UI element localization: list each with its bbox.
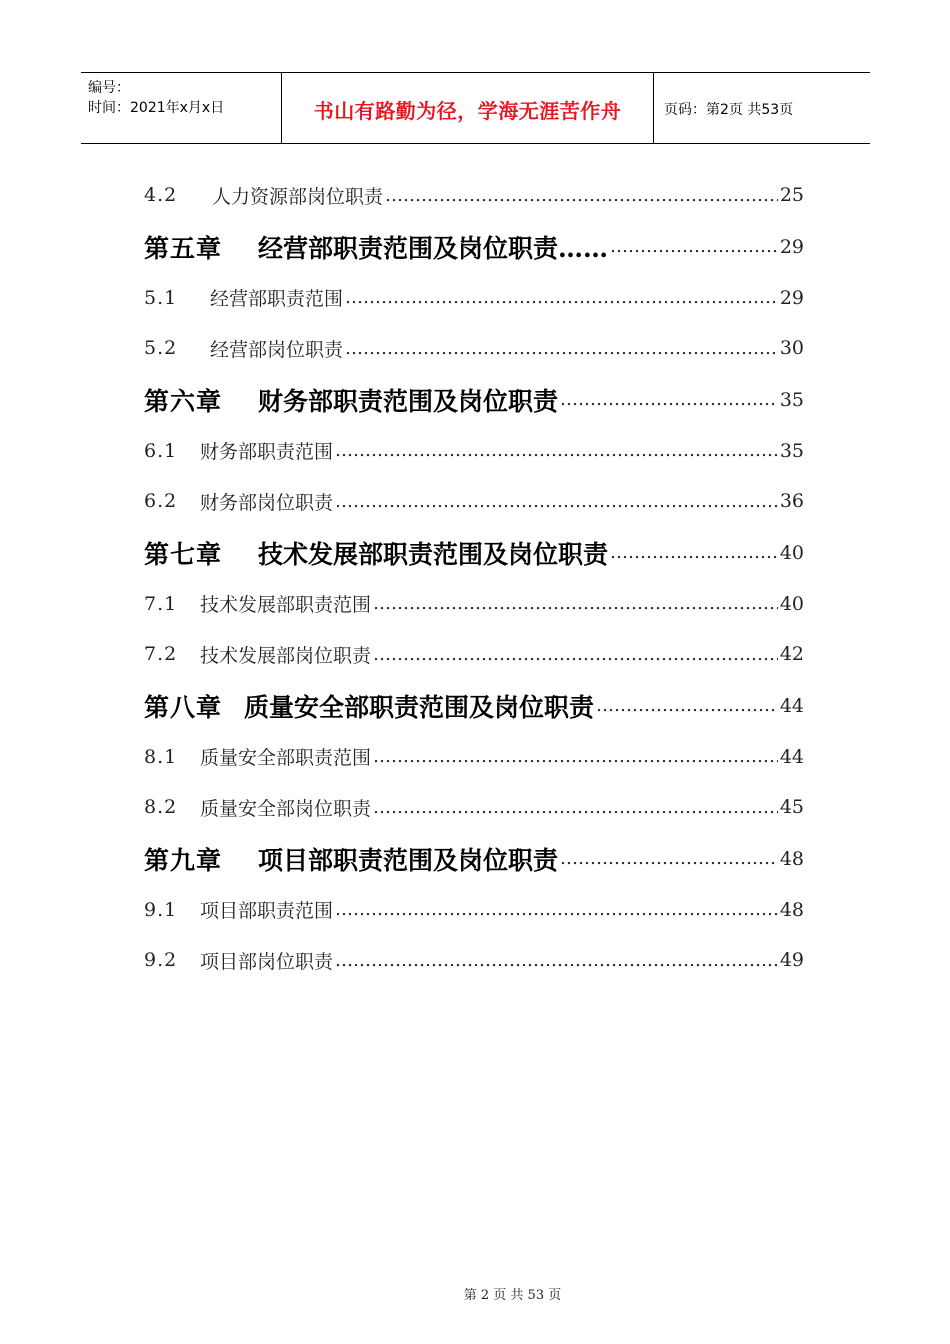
toc-chapter-page: 29 — [779, 235, 804, 258]
toc-chapter-page: 35 — [779, 388, 804, 411]
toc-leader-dots — [610, 542, 778, 563]
toc-entry-page: 25 — [779, 184, 804, 207]
toc-entry-title: 人力资源部岗位职责 — [212, 185, 384, 208]
toc-entry-title: 财务部职责范围 — [200, 441, 334, 464]
toc-leader-dots — [335, 491, 778, 512]
toc-entry-8-1[interactable] — [144, 732, 804, 783]
toc-entry-number: 7.1 — [144, 592, 178, 615]
toc-entry-page: 36 — [779, 490, 804, 513]
document-number-label: 编号： — [88, 80, 130, 96]
toc-entry-title: 质量安全部岗位职责 — [200, 797, 372, 820]
toc-entry-title: 技术发展部职责范围 — [200, 594, 372, 617]
toc-chapter-page: 40 — [779, 541, 804, 564]
toc-entry-page: 42 — [779, 643, 804, 666]
toc-entry-page: 29 — [779, 286, 804, 309]
toc-chapter-number: 第八章 — [144, 692, 223, 722]
toc-chapter-number: 第六章 — [144, 386, 223, 416]
toc-entry-number: 9.2 — [144, 949, 178, 972]
toc-chapter-number: 第七章 — [144, 539, 223, 569]
toc-entry-number: 8.2 — [144, 796, 178, 819]
header-page-info: 页码：第2页 共53页 — [664, 102, 794, 118]
toc-entry-9-1[interactable] — [144, 885, 804, 936]
toc-entry-title: 技术发展部岗位职责 — [200, 644, 372, 667]
toc-entry-title: 财务部岗位职责 — [200, 491, 334, 514]
toc-leader-dots — [335, 950, 778, 971]
header-meta — [81, 73, 282, 143]
toc-leader-dots — [373, 797, 778, 818]
toc-entry-page: 30 — [779, 337, 804, 360]
toc-entry-title: 项目部岗位职责 — [200, 950, 334, 973]
toc-entry-4-2[interactable] — [144, 170, 804, 221]
toc-chapter-number: 第九章 — [144, 845, 223, 875]
toc-entry-number: 6.1 — [144, 439, 178, 462]
toc-entry-6-2[interactable] — [144, 476, 804, 527]
toc-chapter-title: 财务部职责范围及岗位职责 — [258, 386, 559, 416]
page-header — [81, 72, 870, 144]
toc-entry-5-2[interactable] — [144, 323, 804, 374]
toc-leader-dots — [596, 695, 778, 716]
toc-entry-number: 5.2 — [144, 337, 178, 360]
toc-leader-dots — [373, 644, 778, 665]
toc-entry-title: 经营部职责范围 — [210, 288, 344, 311]
toc-entry-number: 4.2 — [144, 184, 178, 207]
toc-entry-6-1[interactable] — [144, 426, 804, 477]
toc-leader-dots — [345, 287, 778, 308]
toc-chapter-8[interactable] — [144, 680, 804, 732]
toc-leader-dots — [373, 593, 778, 614]
toc-entry-8-2[interactable] — [144, 782, 804, 833]
toc-chapter-9[interactable] — [144, 833, 804, 885]
toc-leader-dots — [560, 389, 778, 410]
toc-leader-dots — [335, 899, 778, 920]
toc-entry-page: 40 — [779, 592, 804, 615]
toc-chapter-5[interactable] — [144, 221, 804, 273]
toc-entry-title: 质量安全部职责范围 — [200, 747, 372, 770]
toc-chapter-title: 技术发展部职责范围及岗位职责 — [258, 539, 609, 569]
toc-leader-dots — [385, 185, 778, 206]
page-footer: 第 2 页 共 53 页 — [463, 1288, 562, 1303]
toc-entry-7-1[interactable] — [144, 579, 804, 630]
toc-leader-dots — [345, 338, 778, 359]
toc-entry-page: 48 — [779, 898, 804, 921]
toc-chapter-title: 项目部职责范围及岗位职责 — [258, 845, 559, 875]
toc-entry-page: 49 — [779, 949, 804, 972]
toc-leader-dots — [335, 440, 778, 461]
table-of-contents — [144, 170, 804, 986]
toc-chapter-7[interactable] — [144, 527, 804, 579]
toc-entry-number: 9.1 — [144, 898, 178, 921]
header-motto: 书山有路勤为径，学海无涯苦作舟 — [282, 73, 654, 143]
toc-entry-9-2[interactable] — [144, 935, 804, 986]
toc-chapter-title: 质量安全部职责范围及岗位职责 — [244, 692, 595, 722]
toc-entry-number: 6.2 — [144, 490, 178, 513]
toc-leader-dots — [560, 848, 778, 869]
toc-entry-page: 45 — [779, 796, 804, 819]
toc-entry-title: 项目部职责范围 — [200, 900, 334, 923]
toc-chapter-6[interactable] — [144, 374, 804, 426]
toc-entry-7-2[interactable] — [144, 629, 804, 680]
toc-chapter-page: 48 — [779, 847, 804, 870]
toc-chapter-number: 第五章 — [144, 233, 223, 263]
document-time-label: 时间：2021年x月x日 — [88, 100, 225, 116]
toc-entry-number: 7.2 — [144, 643, 178, 666]
toc-entry-page: 35 — [779, 439, 804, 462]
toc-chapter-title: 经营部职责范围及岗位职责…… — [258, 233, 609, 263]
toc-entry-page: 44 — [779, 745, 804, 768]
toc-entry-number: 8.1 — [144, 745, 178, 768]
toc-entry-number: 5.1 — [144, 286, 178, 309]
toc-leader-dots — [610, 236, 778, 257]
toc-entry-title: 经营部岗位职责 — [210, 338, 344, 361]
toc-entry-5-1[interactable] — [144, 273, 804, 324]
toc-leader-dots — [373, 746, 778, 767]
toc-chapter-page: 44 — [779, 694, 804, 717]
